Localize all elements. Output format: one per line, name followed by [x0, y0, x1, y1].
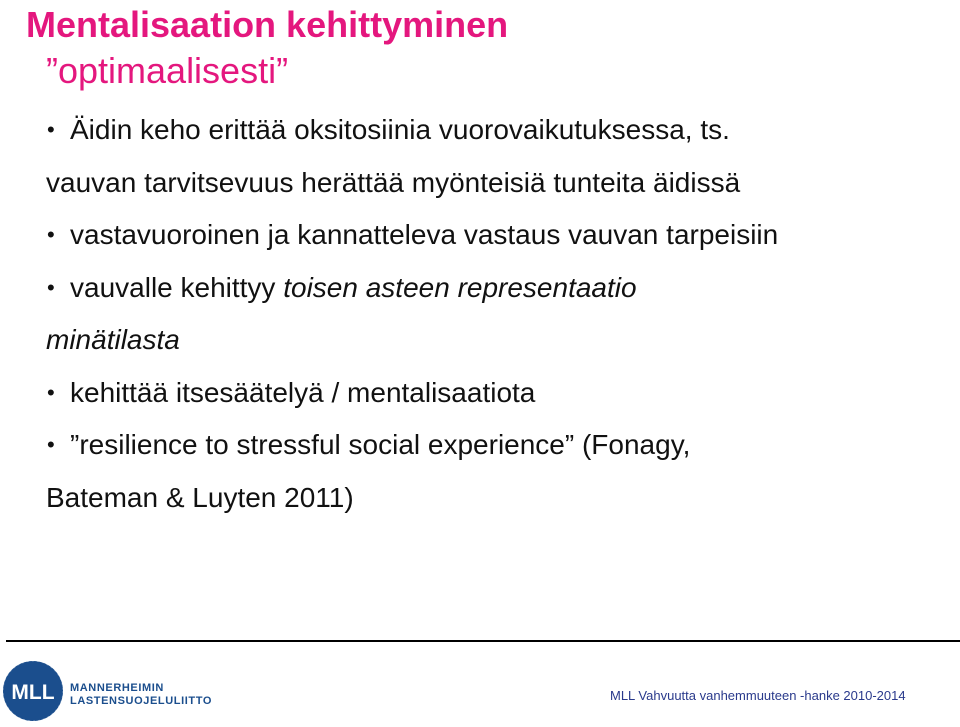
bullet-text: Bateman & Luyten 2011) [46, 481, 354, 513]
bullet-dot: • [47, 222, 55, 247]
bullet-text-italic: toisen asteen representaatio [283, 271, 637, 303]
bullet-resilience-continuation [46, 472, 936, 525]
bullet-self-regulation [46, 367, 936, 420]
bullet-text: Äidin keho erittää oksitosiinia vuorovaikutuksessa, ts. [70, 114, 730, 145]
bullet-resilience [46, 419, 936, 472]
bullet-oxytocin-continuation [46, 157, 936, 210]
bullet-representation [46, 262, 936, 315]
bullet-oxytocin [46, 104, 936, 157]
title-line-2: ”optimaalisesti” [46, 50, 289, 91]
footer-divider [6, 640, 960, 642]
bullet-dot: • [47, 379, 55, 405]
bullet-text: vauvalle kehittyy [70, 271, 284, 303]
footer-project-note: MLL Vahvuutta vanhemmuuteen -hanke 2010-2014 [610, 688, 906, 703]
slide-body [46, 104, 936, 524]
bullet-text: kehittää itsesäätelyä / mentalisaatiota [70, 376, 536, 408]
bullet-reciprocal-response [46, 209, 936, 262]
bullet-dot: • [47, 117, 55, 142]
bullet-text: vauvan tarvitsevuus herättää myönteisiä tunteita äidissä [46, 166, 741, 198]
bullet-representation-continuation [46, 314, 936, 367]
org-name-line-1: MANNERHEIMIN [70, 682, 164, 694]
bullet-text: ”resilience to stressful social experience” (Fonagy, [70, 429, 691, 460]
slide-title [26, 2, 508, 94]
bullet-text-italic: minätilasta [46, 324, 180, 355]
bullet-dot: • [47, 432, 55, 457]
bullet-text: vastavuoroinen ja kannatteleva vastaus vauvan tarpeisiin [70, 219, 779, 250]
logo-text: MLL [11, 681, 55, 704]
mll-logo-icon [2, 660, 64, 722]
bullet-dot: • [47, 274, 55, 300]
organization-name [70, 682, 212, 708]
title-line-1: Mentalisaation kehittyminen [26, 4, 509, 45]
org-name-line-2: LASTENSUOJELULIITTO [70, 695, 212, 707]
